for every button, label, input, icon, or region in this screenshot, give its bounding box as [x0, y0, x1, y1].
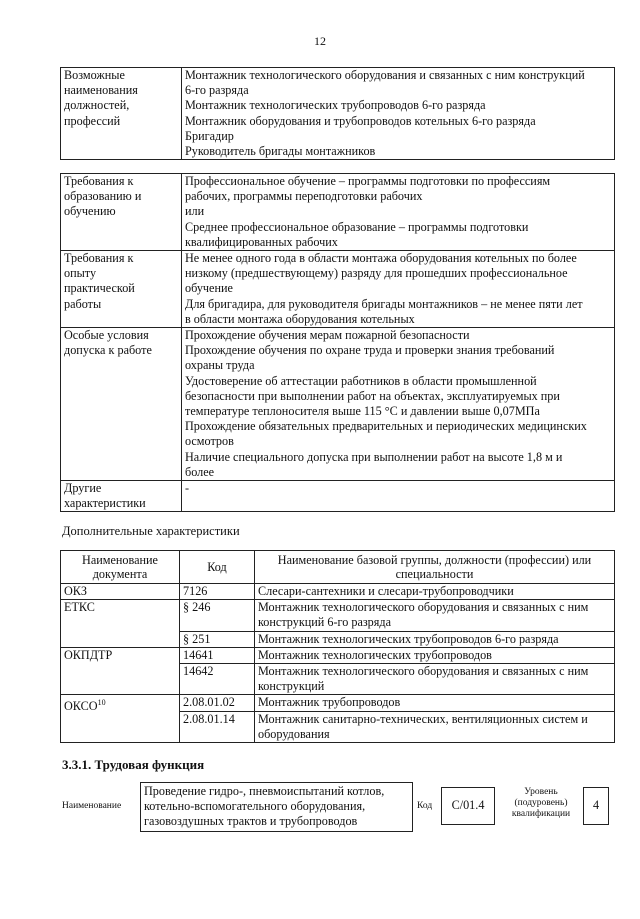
requirement-value-line: Профессиональное обучение – программы подготовки по профессиям: [185, 174, 551, 188]
requirement-label-cell: [61, 328, 182, 481]
requirement-value-line: Для бригадира, для руководителя бригады монтажников – не менее пяти лет: [185, 296, 583, 311]
requirement-label-line: Требования к: [64, 174, 134, 188]
requirement-value-line: низкому (предшествующему) разряду для прошедших профессиональное: [185, 266, 568, 281]
name-cell: [255, 711, 615, 742]
requirement-value-line: охраны труда: [185, 358, 255, 373]
name-line: конструкций: [258, 679, 325, 694]
header-code: Код: [180, 551, 255, 584]
requirements-row-admission: [61, 328, 615, 481]
positions-values-cell: [182, 68, 615, 160]
positions-table: [60, 67, 615, 160]
requirement-label-line: работы: [64, 296, 102, 311]
additional-characteristics-table: [60, 550, 615, 743]
positions-label-line: профессий: [64, 113, 121, 128]
requirements-row-other: [61, 481, 615, 512]
doc-cell: ЕТКС: [61, 600, 180, 648]
position-line: Руководитель бригады монтажников: [185, 144, 376, 159]
function-name-line: котельно-вспомогательного оборудования,: [144, 799, 366, 814]
requirement-value-line: или: [185, 204, 205, 219]
labor-function-heading: 3.3.1. Трудовая функция: [62, 757, 205, 772]
doc-cell: ОКЗ: [61, 584, 180, 600]
requirement-value-cell: [182, 174, 615, 251]
okso-label: ОКСО: [64, 699, 98, 714]
level-label-line: Уровень: [524, 787, 558, 797]
requirement-value-line: обучение: [185, 281, 233, 296]
code-cell: 2.08.01.02: [180, 695, 255, 711]
requirement-value-line: в области монтажа оборудования котельных: [185, 311, 415, 326]
code-cell: § 246: [180, 600, 255, 631]
positions-label-cell: [61, 68, 182, 160]
table-row-okso: [61, 695, 615, 711]
name-line: Монтажник технологического оборудования и связанных с ним: [258, 664, 589, 679]
code-cell: 14642: [180, 664, 255, 695]
requirement-label-line: практической: [64, 281, 135, 296]
requirement-value-line: более: [185, 464, 215, 479]
positions-label-line: наименования: [64, 83, 138, 98]
name-line: конструкций 6-го разряда: [258, 615, 391, 630]
page-number: 12: [314, 34, 326, 48]
function-name-line: Проведение гидро-, пневмоиспытаний котлов,: [144, 784, 385, 798]
requirement-label-cell: [61, 174, 182, 251]
requirement-value-line: Среднее профессиональное образование – программы подготовки: [185, 219, 529, 234]
position-line: Монтажник технологических трубопроводов 6-го разряда: [185, 98, 486, 113]
labor-function-row: [60, 782, 620, 832]
requirement-value-cell: [182, 328, 615, 481]
table-row-okz: [61, 584, 615, 600]
requirement-label-line: Требования к: [64, 251, 134, 266]
footnote-ref: 10: [97, 698, 106, 708]
additional-characteristics-heading: Дополнительные характеристики: [62, 524, 240, 538]
position-line: Бригадир: [185, 128, 234, 143]
header-line: специальности: [395, 567, 474, 581]
name-cell: [255, 600, 615, 631]
name-cell: Монтажник технологических трубопроводов 6-го разряда: [255, 631, 615, 647]
requirement-value-line: квалифицированных рабочих: [185, 234, 338, 249]
header-line: Наименование базовой группы, должности (профессии) или: [277, 553, 592, 567]
requirement-value-cell: [182, 251, 615, 328]
code-cell: 14641: [180, 647, 255, 663]
doc-cell: [61, 695, 180, 743]
position-line: Монтажник технологического оборудования и связанных с ним конструкций: [185, 68, 585, 82]
function-name-line: газовоздушных трактов и трубопроводов: [144, 814, 358, 829]
name-line: Монтажник санитарно-технических, вентиляционных систем и: [258, 711, 588, 726]
code-cell: 7126: [180, 584, 255, 600]
requirements-row-education: [61, 174, 615, 251]
requirement-value-line: Наличие специального допуска при выполнении работ на высоте 1,8 м и: [185, 449, 563, 464]
function-code-value: С/01.4: [451, 798, 485, 813]
name-cell: Монтажник трубопроводов: [255, 695, 615, 711]
requirement-label-cell: [61, 481, 182, 512]
name-line: Монтажник технологического оборудования и связанных с ним: [258, 600, 589, 615]
table-row-okpdtr: [61, 647, 615, 663]
table-header-row: [61, 551, 615, 584]
header-line: Наименование: [82, 553, 158, 567]
level-label: [508, 787, 574, 820]
requirement-label-line: Особые условия: [64, 328, 149, 343]
positions-row: [61, 68, 615, 160]
code-cell: § 251: [180, 631, 255, 647]
requirement-value-line: безопасности при выполнении работ на объектах, эксплуатируемых при: [185, 388, 560, 403]
position-line: Монтажник оборудования и трубопроводов котельных 6-го разряда: [185, 113, 536, 128]
positions-label-line: должностей,: [64, 98, 130, 113]
code-label: Код: [417, 801, 433, 811]
requirement-value-line: рабочих, программы переподготовки рабочих: [185, 189, 423, 204]
function-level-box: [583, 787, 609, 825]
requirement-value-line: -: [185, 481, 190, 496]
requirement-value-line: температуре теплоносителя выше 115 °С и давлении выше 0,07МПа: [185, 404, 540, 419]
function-code-box: [441, 787, 495, 825]
requirement-label-line: Другие: [64, 481, 102, 496]
level-label-line: (подуровень): [514, 798, 568, 808]
requirement-value-line: Не менее одного года в области монтажа оборудования котельных по более: [185, 251, 577, 266]
name-cell: Монтажник технологических трубопроводов: [255, 647, 615, 663]
requirement-value-cell: [182, 481, 615, 512]
name-cell: Слесари-сантехники и слесари-трубопроводчики: [255, 584, 615, 600]
requirements-table: [60, 173, 615, 512]
header-line: документа: [92, 567, 148, 581]
function-level-value: 4: [592, 798, 600, 813]
doc-cell: ОКПДТР: [61, 647, 180, 695]
requirement-value-line: Прохождение обязательных предварительных и периодических медицинских: [185, 419, 587, 434]
requirement-label-line: обучению: [64, 204, 116, 219]
requirement-label-cell: [61, 251, 182, 328]
requirement-value-line: осмотров: [185, 434, 234, 449]
requirement-label-line: опыту: [64, 266, 97, 281]
requirement-label-line: образованию и: [64, 189, 142, 204]
requirement-label-line: характеристики: [64, 496, 146, 511]
name-cell: [255, 664, 615, 695]
code-cell: 2.08.01.14: [180, 711, 255, 742]
header-document: [61, 551, 180, 584]
table-row-etks: [61, 600, 615, 631]
name-line: оборудования: [258, 726, 330, 741]
name-label: Наименование: [62, 801, 122, 811]
level-label-line: квалификации: [511, 809, 571, 819]
function-name-box: [140, 782, 413, 832]
requirement-value-line: Прохождение обучения по охране труда и проверки знания требований: [185, 343, 555, 358]
requirement-label-line: допуска к работе: [64, 343, 152, 358]
requirements-row-experience: [61, 251, 615, 328]
requirement-value-line: Прохождение обучения мерам пожарной безопасности: [185, 328, 470, 343]
header-name: [255, 551, 615, 584]
positions-label-line: Возможные: [64, 68, 125, 82]
position-line: 6-го разряда: [185, 83, 249, 98]
requirement-value-line: Удостоверение об аттестации работников в области промышленной: [185, 373, 537, 388]
